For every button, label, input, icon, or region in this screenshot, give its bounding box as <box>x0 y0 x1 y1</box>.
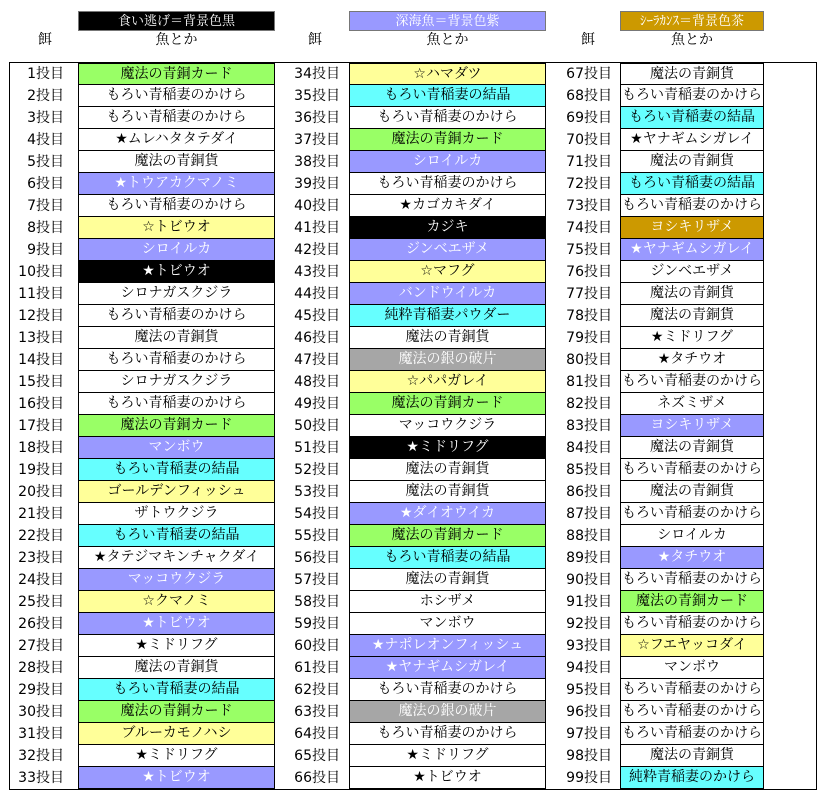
throw-number: 11投目 <box>18 286 64 302</box>
catch-cell: 魔法の青銅カード <box>349 525 546 547</box>
throw-number: 2投目 <box>27 88 64 104</box>
catch-cell: マンボウ <box>78 437 275 459</box>
header-bait-1: 餌 <box>38 32 52 48</box>
throw-number: 15投目 <box>18 374 64 390</box>
throw-number: 98投目 <box>566 748 612 764</box>
catch-cell: 魔法の青銅貨 <box>620 305 764 327</box>
throw-number: 13投目 <box>18 330 64 346</box>
throw-number: 44投目 <box>294 286 340 302</box>
throw-number: 79投目 <box>566 330 612 346</box>
catch-cell: もろい青稲妻のかけら <box>620 503 764 525</box>
catch-cell: 魔法の青銅貨 <box>620 437 764 459</box>
catch-cell: もろい青稲妻のかけら <box>78 85 275 107</box>
throw-number: 33投目 <box>18 770 64 786</box>
throw-number: 97投目 <box>566 726 612 742</box>
throw-number: 83投目 <box>566 418 612 434</box>
catch-cell: 魔法の青銅カード <box>78 63 275 85</box>
header-bait-2: 餌 <box>308 32 322 48</box>
throw-number: 91投目 <box>566 594 612 610</box>
catch-cell: もろい青稲妻のかけら <box>349 679 546 701</box>
throw-number: 24投目 <box>18 572 64 588</box>
throw-number: 29投目 <box>18 682 64 698</box>
catch-cell: ★タチウオ <box>620 349 764 371</box>
throw-number: 22投目 <box>18 528 64 544</box>
throw-number: 96投目 <box>566 704 612 720</box>
throw-number: 81投目 <box>566 374 612 390</box>
throw-number: 80投目 <box>566 352 612 368</box>
throw-number: 76投目 <box>566 264 612 280</box>
catch-cell: 魔法の銀の破片 <box>349 349 546 371</box>
catch-cell: ★ミドリフグ <box>349 437 546 459</box>
throw-number: 46投目 <box>294 330 340 346</box>
throw-number: 17投目 <box>18 418 64 434</box>
throw-number: 25投目 <box>18 594 64 610</box>
catch-cell: 魔法の青銅カード <box>349 393 546 415</box>
catch-cell: 魔法の青銅貨 <box>349 327 546 349</box>
catch-cell: もろい青稲妻のかけら <box>78 305 275 327</box>
legend-purple: 深海魚＝背景色紫 <box>349 11 546 31</box>
catch-cell: マッコウクジラ <box>78 569 275 591</box>
catch-cell: バンドウイルカ <box>349 283 546 305</box>
throw-number: 32投目 <box>18 748 64 764</box>
catch-cell: ★ナポレオンフィッシュ <box>349 635 546 657</box>
catch-cell: ★ムレハタタテダイ <box>78 129 275 151</box>
catch-cell: 魔法の青銅貨 <box>349 569 546 591</box>
catch-cell: ザトウクジラ <box>78 503 275 525</box>
catch-cell: もろい青稲妻のかけら <box>78 393 275 415</box>
catch-cell: もろい青稲妻のかけら <box>78 107 275 129</box>
catch-cell: マッコウクジラ <box>349 415 546 437</box>
catch-cell: もろい青稲妻のかけら <box>620 701 764 723</box>
header-fish-1: 魚とか <box>155 32 198 48</box>
throw-number: 77投目 <box>566 286 612 302</box>
catch-cell: もろい青稲妻のかけら <box>620 195 764 217</box>
catch-cell: ★トビウオ <box>78 261 275 283</box>
catch-cell: ヨシキリザメ <box>620 415 764 437</box>
catch-cell: 魔法の青銅貨 <box>78 151 275 173</box>
catch-cell: 魔法の青銅貨 <box>78 657 275 679</box>
catch-cell: もろい青稲妻の結晶 <box>78 459 275 481</box>
catch-cell: ★ミドリフグ <box>620 327 764 349</box>
throw-number: 87投目 <box>566 506 612 522</box>
throw-number: 47投目 <box>294 352 340 368</box>
catch-cell: 魔法の青銅カード <box>620 591 764 613</box>
throw-number: 9投目 <box>27 242 64 258</box>
throw-number: 95投目 <box>566 682 612 698</box>
throw-number: 57投目 <box>294 572 340 588</box>
throw-number: 34投目 <box>294 66 340 82</box>
throw-number: 66投目 <box>294 770 340 786</box>
throw-number: 60投目 <box>294 638 340 654</box>
catch-cell: ブルーカモノハシ <box>78 723 275 745</box>
throw-number: 68投目 <box>566 88 612 104</box>
throw-number: 10投目 <box>18 264 64 280</box>
catch-cell: カジキ <box>349 217 546 239</box>
throw-number: 20投目 <box>18 484 64 500</box>
throw-number: 41投目 <box>294 220 340 236</box>
catch-cell: 魔法の銀の破片 <box>349 701 546 723</box>
throw-number: 21投目 <box>18 506 64 522</box>
throw-number: 31投目 <box>18 726 64 742</box>
throw-number: 53投目 <box>294 484 340 500</box>
catch-cell: もろい青稲妻の結晶 <box>349 85 546 107</box>
catch-cell: もろい青稲妻の結晶 <box>78 679 275 701</box>
catch-cell: もろい青稲妻のかけら <box>349 723 546 745</box>
throw-number: 36投目 <box>294 110 340 126</box>
catch-cell: もろい青稲妻のかけら <box>349 173 546 195</box>
catch-cell: 魔法の青銅貨 <box>620 63 764 85</box>
throw-number: 94投目 <box>566 660 612 676</box>
catch-cell: ★ミドリフグ <box>78 635 275 657</box>
catch-cell: マンボウ <box>620 657 764 679</box>
throw-number: 61投目 <box>294 660 340 676</box>
throw-number: 69投目 <box>566 110 612 126</box>
throw-number: 74投目 <box>566 220 612 236</box>
catch-cell: 魔法の青銅貨 <box>620 151 764 173</box>
header-bait-3: 餌 <box>581 32 595 48</box>
throw-number: 35投目 <box>294 88 340 104</box>
throw-number: 3投目 <box>27 110 64 126</box>
legend-brown: ｼｰﾗｶﾝｽ＝背景色茶 <box>620 11 764 31</box>
throw-number: 6投目 <box>27 176 64 192</box>
catch-cell: もろい青稲妻のかけら <box>620 723 764 745</box>
throw-number: 26投目 <box>18 616 64 632</box>
catch-cell: もろい青稲妻のかけら <box>78 195 275 217</box>
catch-cell: ★ヤナギムシガレイ <box>620 129 764 151</box>
catch-cell: 魔法の青銅貨 <box>349 459 546 481</box>
throw-number: 75投目 <box>566 242 612 258</box>
catch-cell: シロナガスクジラ <box>78 371 275 393</box>
throw-number: 99投目 <box>566 770 612 786</box>
catch-cell: ホシザメ <box>349 591 546 613</box>
throw-number: 7投目 <box>27 198 64 214</box>
throw-number: 12投目 <box>18 308 64 324</box>
catch-cell: ★ヤナギムシガレイ <box>620 239 764 261</box>
catch-cell: ヨシキリザメ <box>620 217 764 239</box>
catch-cell: ジンベエザメ <box>620 261 764 283</box>
throw-number: 59投目 <box>294 616 340 632</box>
throw-number: 56投目 <box>294 550 340 566</box>
legend-black: 食い逃げ＝背景色黒 <box>78 11 275 31</box>
catch-cell: もろい青稲妻のかけら <box>349 107 546 129</box>
catch-cell: もろい青稲妻のかけら <box>620 371 764 393</box>
throw-number: 8投目 <box>27 220 64 236</box>
throw-number: 48投目 <box>294 374 340 390</box>
catch-cell: ★ダイオウイカ <box>349 503 546 525</box>
throw-number: 67投目 <box>566 66 612 82</box>
throw-number: 23投目 <box>18 550 64 566</box>
catch-cell: ネズミザメ <box>620 393 764 415</box>
throw-number: 30投目 <box>18 704 64 720</box>
catch-cell: ☆パパガレイ <box>349 371 546 393</box>
throw-number: 42投目 <box>294 242 340 258</box>
throw-number: 88投目 <box>566 528 612 544</box>
catch-cell: 魔法の青銅貨 <box>620 481 764 503</box>
throw-number: 16投目 <box>18 396 64 412</box>
throw-number: 1投目 <box>27 66 64 82</box>
throw-number: 58投目 <box>294 594 340 610</box>
catch-cell: ☆フエヤッコダイ <box>620 635 764 657</box>
catch-cell: もろい青稲妻のかけら <box>620 459 764 481</box>
throw-number: 70投目 <box>566 132 612 148</box>
catch-cell: 魔法の青銅貨 <box>620 283 764 305</box>
catch-cell: 純粋青稲妻パウダー <box>349 305 546 327</box>
throw-number: 72投目 <box>566 176 612 192</box>
catch-cell: ★タチウオ <box>620 547 764 569</box>
throw-number: 19投目 <box>18 462 64 478</box>
throw-number: 90投目 <box>566 572 612 588</box>
throw-number: 50投目 <box>294 418 340 434</box>
header-fish-2: 魚とか <box>426 32 469 48</box>
catch-cell: ★トウアカクマノミ <box>78 173 275 195</box>
throw-number: 65投目 <box>294 748 340 764</box>
catch-cell: ★ミドリフグ <box>78 745 275 767</box>
throw-number: 93投目 <box>566 638 612 654</box>
throw-number: 28投目 <box>18 660 64 676</box>
catch-cell: ★ヤナギムシガレイ <box>349 657 546 679</box>
throw-number: 63投目 <box>294 704 340 720</box>
throw-number: 84投目 <box>566 440 612 456</box>
catch-cell: 魔法の青銅カード <box>78 701 275 723</box>
catch-cell: ★タテジマキンチャクダイ <box>78 547 275 569</box>
catch-cell: ジンベエザメ <box>349 239 546 261</box>
catch-cell: ☆マフグ <box>349 261 546 283</box>
catch-cell: もろい青稲妻のかけら <box>620 613 764 635</box>
throw-number: 52投目 <box>294 462 340 478</box>
catch-cell: もろい青稲妻のかけら <box>620 679 764 701</box>
catch-cell: シロイルカ <box>78 239 275 261</box>
throw-number: 14投目 <box>18 352 64 368</box>
catch-cell: シロイルカ <box>620 525 764 547</box>
throw-number: 86投目 <box>566 484 612 500</box>
catch-cell: ★ミドリフグ <box>349 745 546 767</box>
catch-cell: 魔法の青銅貨 <box>620 745 764 767</box>
catch-cell: もろい青稲妻のかけら <box>620 85 764 107</box>
throw-number: 27投目 <box>18 638 64 654</box>
catch-cell: ★トビウオ <box>78 613 275 635</box>
throw-number: 62投目 <box>294 682 340 698</box>
throw-number: 92投目 <box>566 616 612 632</box>
throw-number: 78投目 <box>566 308 612 324</box>
catch-cell: シロナガスクジラ <box>78 283 275 305</box>
throw-number: 38投目 <box>294 154 340 170</box>
catch-cell: シロイルカ <box>349 151 546 173</box>
catch-cell: もろい青稲妻の結晶 <box>349 547 546 569</box>
throw-number: 37投目 <box>294 132 340 148</box>
throw-number: 55投目 <box>294 528 340 544</box>
catch-cell: もろい青稲妻のかけら <box>620 569 764 591</box>
catch-cell: 魔法の青銅貨 <box>78 327 275 349</box>
throw-number: 4投目 <box>27 132 64 148</box>
throw-number: 40投目 <box>294 198 340 214</box>
throw-number: 54投目 <box>294 506 340 522</box>
catch-cell: ★トビウオ <box>78 767 275 789</box>
throw-number: 39投目 <box>294 176 340 192</box>
throw-number: 71投目 <box>566 154 612 170</box>
throw-number: 82投目 <box>566 396 612 412</box>
header-fish-3: 魚とか <box>671 32 713 48</box>
catch-cell: 魔法の青銅貨 <box>349 481 546 503</box>
catch-cell: ☆クマノミ <box>78 591 275 613</box>
catch-cell: もろい青稲妻の結晶 <box>78 525 275 547</box>
catch-cell: ☆トビウオ <box>78 217 275 239</box>
catch-cell: もろい青稲妻の結晶 <box>620 107 764 129</box>
throw-number: 49投目 <box>294 396 340 412</box>
throw-number: 43投目 <box>294 264 340 280</box>
catch-cell: ☆ハマダツ <box>349 63 546 85</box>
throw-number: 64投目 <box>294 726 340 742</box>
throw-number: 45投目 <box>294 308 340 324</box>
catch-cell: もろい青稲妻の結晶 <box>620 173 764 195</box>
catch-cell: 魔法の青銅カード <box>78 415 275 437</box>
throw-number: 51投目 <box>294 440 340 456</box>
catch-cell: もろい青稲妻のかけら <box>78 349 275 371</box>
catch-cell: 魔法の青銅カード <box>349 129 546 151</box>
catch-cell: ★カゴカキダイ <box>349 195 546 217</box>
throw-number: 85投目 <box>566 462 612 478</box>
catch-cell: 純粋青稲妻のかけら <box>620 767 764 789</box>
throw-number: 73投目 <box>566 198 612 214</box>
throw-number: 5投目 <box>27 154 64 170</box>
throw-number: 89投目 <box>566 550 612 566</box>
catch-cell: マンボウ <box>349 613 546 635</box>
catch-cell: ★トビウオ <box>349 767 546 789</box>
throw-number: 18投目 <box>18 440 64 456</box>
catch-cell: ゴールデンフィッシュ <box>78 481 275 503</box>
